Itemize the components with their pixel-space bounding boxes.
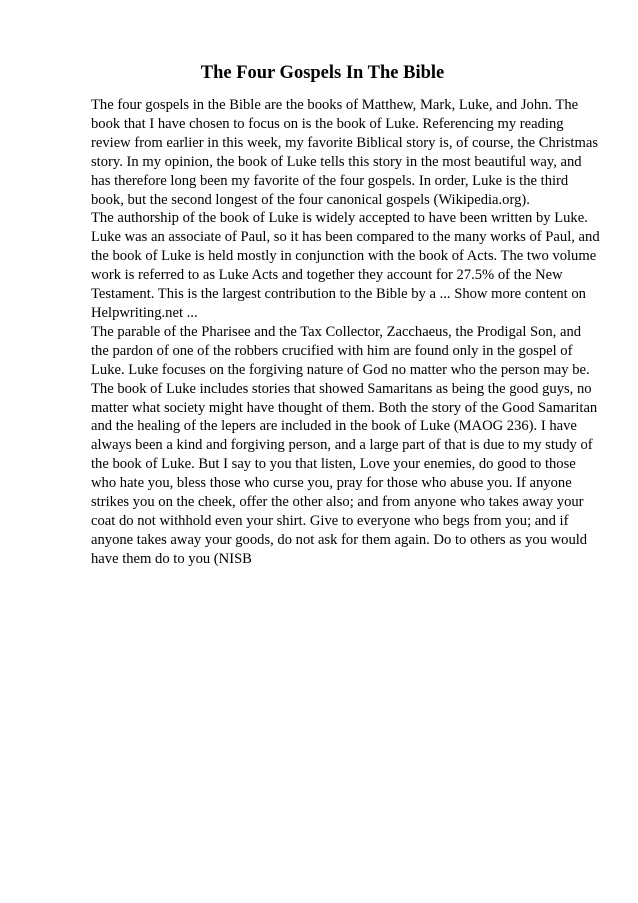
document-title: The Four Gospels In The Bible xyxy=(200,63,445,83)
paragraph-intro: The four gospels in the Bible are the books of Matthew, Mark, Luke, and John. The book that I have chosen to focus on is the book of Luke. Referencing my reading review from earlier in this week, my favorite Biblical story is, of course, the Christmas story. In my opinion, the book of Luke tells this story in the most beautiful way, and has therefore long been my favorite of the four gospels. In order, Luke is the third book, but the second longest of the four canonical gospels (Wikipedia.org). xyxy=(91,97,598,208)
paragraph-parables: The parable of the Pharisee and the Tax Collector, Zacchaeus, the Prodigal Son, and the pardon of one of the robbers crucified with him are found only in the gospel of Luke. Luke focuses on the forgiving nature of God no matter who the person may be. The book of Luke includes stories that showed Samaritans as being the good guys, no matter what society might have thought of them. Both the story of the Good Samaritan and the healing of the lepers are included in the book of Luke (MAOG 236). I have always been a kind and forgiving person, and a large part of that is due to my study of the book of Luke. But I say to you that listen, Love your enemies, do good to those who hate you, bless those who curse you, pray for those who abuse you. If anyone strikes you on the cheek, offer the other also; and from anyone who takes away your coat do not withhold even your shirt. Give to everyone who begs from you; and if anyone takes away your goods, do not ask for them again. Do to others as you would have them do to you (NISB xyxy=(91,323,598,567)
paragraph-authorship: The authorship of the book of Luke is widely accepted to have been written by Luke. Luke was an associate of Paul, so it has been compared to the many works of Paul, and the book of Luke is held mostly in conjunction with the book of Acts. The two volume work is referred to as Luke Acts and together they account for 27.5% of the New Testament. This is the largest contribution to the Bible by a ... Show more content on Helpwriting.net ... xyxy=(91,210,600,321)
